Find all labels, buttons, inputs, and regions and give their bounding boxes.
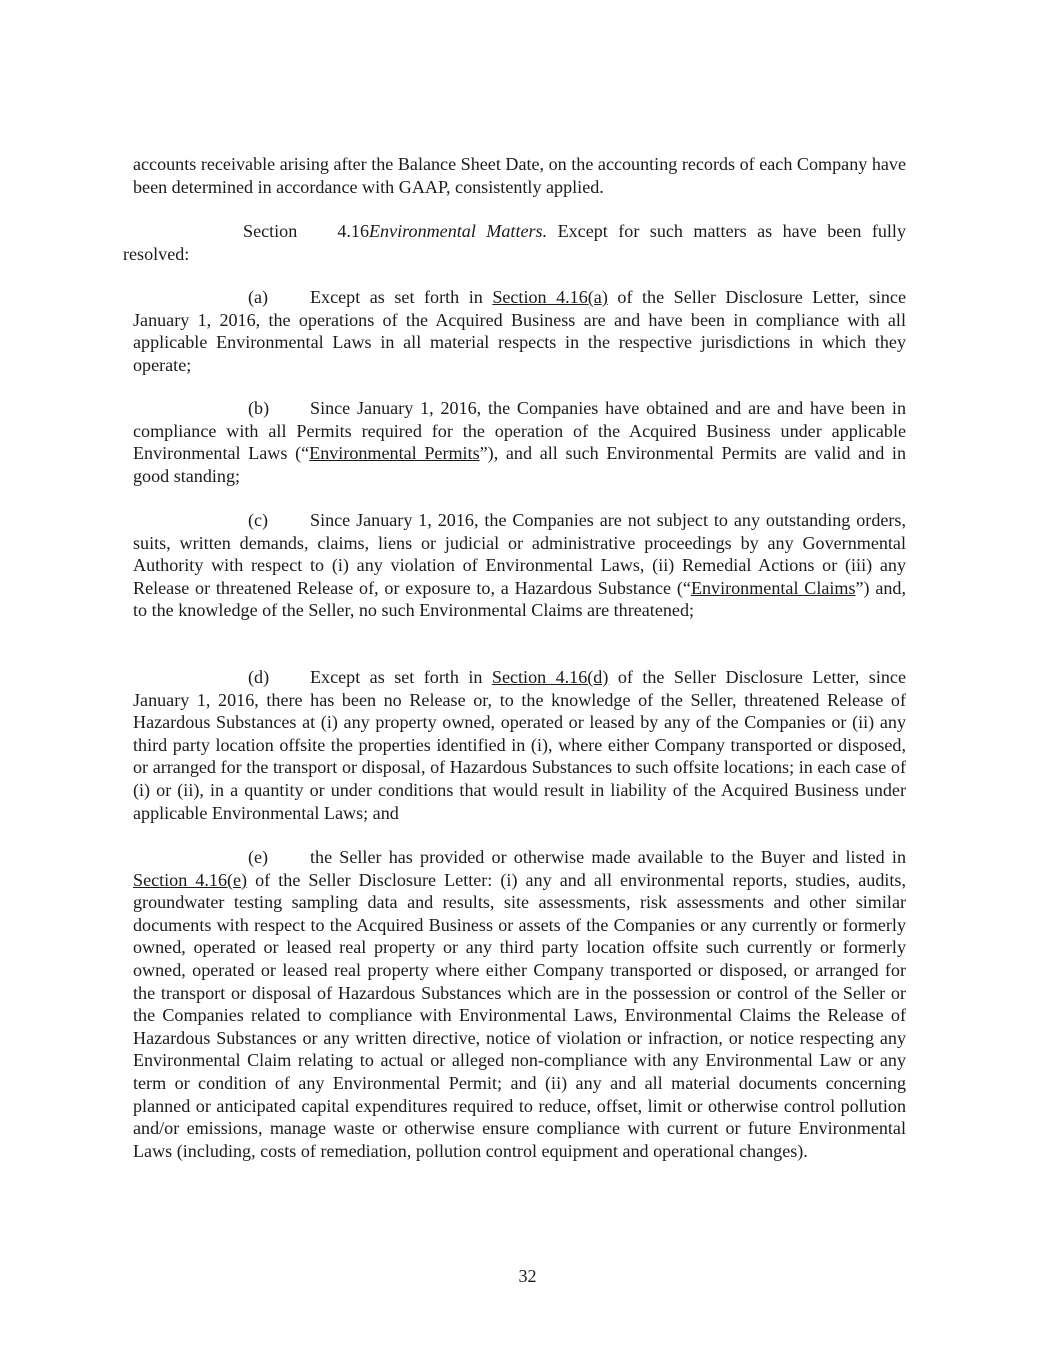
section-heading bbox=[243, 220, 906, 243]
continuation-paragraph: accounts receivable arising after the Balance Sheet Date, on the accounting records of each Company have been determined in accordance with GAAP, consistently applied. bbox=[133, 154, 906, 197]
defined-term: Environmental Claims bbox=[690, 577, 856, 598]
item-marker: (b) bbox=[248, 398, 270, 418]
list-item-e bbox=[133, 846, 906, 1162]
section-intro: Except for such matters as have been fully bbox=[557, 221, 906, 241]
section-reference-link: Section 4.16(e) bbox=[133, 869, 248, 890]
item-marker: (a) bbox=[248, 287, 269, 307]
item-text-post: ”) and, to the knowledge of the Seller, no such Environmental Claims are threatened; bbox=[133, 577, 907, 621]
list-item-a bbox=[133, 286, 906, 376]
item-text-post: ”), and all such Environmental Permits are valid and in good standing; bbox=[133, 443, 906, 486]
section-number: Section 4.16 bbox=[243, 221, 369, 241]
item-text-post: of the Seller Disclosure Letter: (i) any and all environmental reports, studies, audits, groundwater testing sampling data and results, site assessments, risk assessments and other similar documents with respect to the Acquired Business or assets of the Companies or any currently or formerly owned, operated or leased real property or any third party location offsite such currently or formerly owned, operated or leased real property where either Company transported or disposed, or arranged for the transport or disposal of Hazardous Substances which are in the possession or control of the Seller or the Companies related to compliance with Environmental Laws, Environmental Claims the Release of Hazardous Substances or any written directive, notice of violation or infraction, or notice respecting any Environmental Claim relating to actual or alleged non-compliance with any Environmental Law or any term or condition of any Environmental Permit; and (ii) any and all material documents concerning planned or anticipated capital expenditures required to reduce, offset, limit or otherwise control pollution and/or emissions, manage waste or otherwise ensure compliance with current or future Environmental Laws (including, costs of remediation, pollution control equipment and operational changes). bbox=[133, 869, 906, 1161]
section-intro-continued: resolved: bbox=[123, 244, 190, 264]
section-reference-link: Section 4.16(d) bbox=[491, 667, 609, 687]
item-marker: (e) bbox=[248, 847, 269, 867]
list-item-b bbox=[133, 397, 906, 487]
section-reference-link: Section 4.16(a) bbox=[492, 287, 608, 307]
item-text-pre: Since January 1, 2016, the Companies are not subject to any outstanding orders, suits, written demands, claims, liens or judicial or administrative proceedings by any Governmental Authority with respect to (i) any violation of Environmental Laws, (ii) Remedial Actions or (iii) any Release or threatened Release of, or exposure to, a Hazardous Substance (“ bbox=[133, 510, 906, 598]
item-text-pre: Except as set forth in bbox=[310, 287, 493, 307]
page-number: 32 bbox=[518, 1266, 537, 1286]
list-item-c bbox=[133, 509, 906, 622]
list-item-d bbox=[133, 666, 906, 824]
item-text-post: of the Seller Disclosure Letter, since January 1, 2016, the operations of the Acquired Business are and have been in compliance with all applicable Environmental Laws in all material respects in the respective jurisdictions in which they operate; bbox=[133, 287, 906, 375]
defined-term: Environmental Permits bbox=[309, 443, 480, 464]
item-text-pre: Except as set forth in bbox=[310, 667, 492, 687]
item-text-pre: the Seller has provided or otherwise made available to the Buyer and listed in bbox=[310, 847, 906, 867]
section-title: Environmental Matters. bbox=[369, 221, 548, 241]
item-text-post: of the Seller Disclosure Letter, since January 1, 2016, there has been no Release or, to the knowledge of the Seller, threatened Release of Hazardous Substances at (i) any property owned, operated or leased by any of the Companies or (ii) any third party location offsite the properties identified in (i), where either Company transported or disposed, or arranged for the transport or disposal, of Hazardous Substances to such offsite locations; in each case of (i) or (ii), in a quantity or under conditions that would result in liability of the Acquired Business under applicable Environmental Laws; and bbox=[133, 667, 906, 823]
item-marker: (c) bbox=[248, 510, 269, 530]
item-text-pre: Since January 1, 2016, the Companies have obtained and are and have been in compliance with all Permits required for the operation of the Acquired Business under applicable Environmental Laws (“ bbox=[133, 398, 906, 464]
item-marker: (d) bbox=[248, 667, 270, 687]
